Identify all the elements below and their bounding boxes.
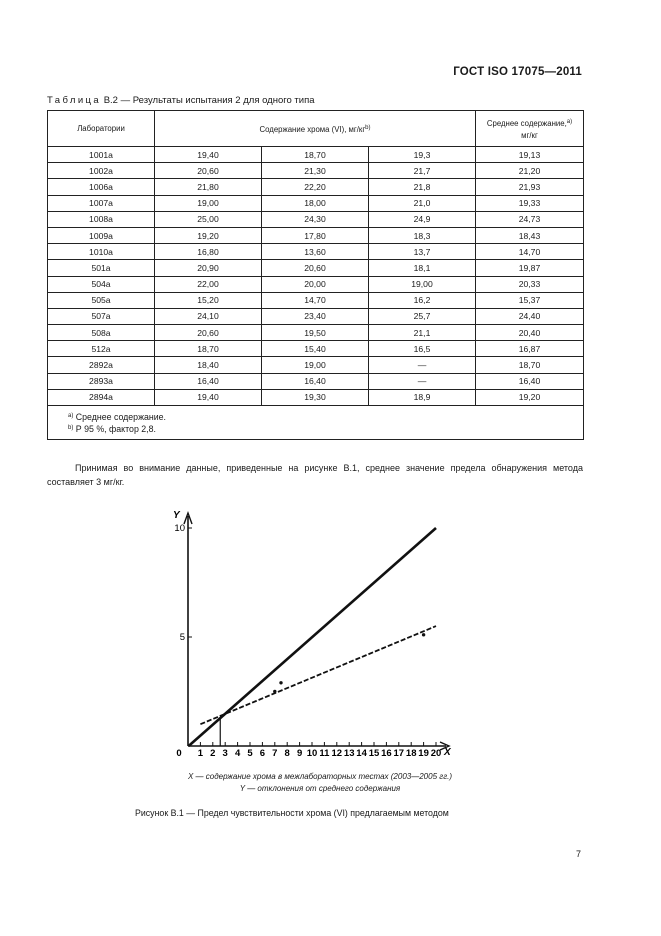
table-cell: —	[369, 357, 476, 373]
table-cell: 19,20	[155, 227, 262, 243]
note-b-text: Р 95 %, фактор 2,8.	[75, 423, 156, 434]
legend-y: Y — отклонения от среднего содержания	[239, 784, 401, 793]
table-row	[48, 163, 584, 179]
x-tick-label: 11	[319, 748, 330, 759]
table-row	[48, 227, 584, 243]
note-a-text: Среднее содержание.	[75, 411, 166, 422]
header-mean-unit: мг/кг	[521, 130, 538, 140]
x-tick-label: 4	[234, 748, 241, 759]
header-content-text: Содержание хрома (VI), мг/кг	[259, 124, 366, 134]
x-tick-label: 18	[405, 748, 417, 759]
table-cell: 18,40	[155, 357, 262, 373]
table-cell: 19,00	[262, 357, 369, 373]
table-cell: 16,40	[155, 373, 262, 389]
table-cell: 21,7	[369, 163, 476, 179]
table-cell: 23,40	[262, 308, 369, 324]
footnote-mark-a: a)	[566, 118, 573, 125]
table-cell: 505a	[48, 292, 155, 308]
header-lab: Лаборатории	[48, 111, 155, 147]
series-line-dashed	[200, 626, 436, 724]
table-cell: 24,10	[155, 308, 262, 324]
data-point	[422, 633, 425, 636]
results-table	[47, 110, 584, 440]
table-cell: 16,40	[476, 373, 584, 389]
table-row	[48, 260, 584, 276]
table-cell: 501a	[48, 260, 155, 276]
table-cell: 21,80	[155, 179, 262, 195]
table-cell: 20,60	[155, 163, 262, 179]
table-cell: 16,40	[262, 373, 369, 389]
x-tick-label: 1	[197, 748, 204, 759]
table-cell: 20,40	[476, 325, 584, 341]
table-cell: 16,2	[369, 292, 476, 308]
figure-caption: Рисунок В.1 — Предел чувствительности хрома (VI) предлагаемым методом	[135, 808, 449, 818]
table-cell: 17,80	[262, 227, 369, 243]
table-cell: 18,70	[155, 341, 262, 357]
x-tick-label: 17	[393, 748, 405, 759]
legend-x: X — содержание хрома в межлабораторных тестах (2003—2005 гг.)	[187, 772, 453, 781]
x-tick-label: 13	[343, 748, 355, 759]
table-cell: 18,3	[369, 227, 476, 243]
standard-header: ГОСТ ISO 17075—2011	[453, 66, 582, 78]
table-cell: 1001a	[48, 147, 155, 163]
table-row	[48, 179, 584, 195]
table-cell: 15,20	[155, 292, 262, 308]
header-mean	[476, 111, 584, 147]
table-cell: 16,5	[369, 341, 476, 357]
x-tick-label: 0	[176, 748, 182, 759]
table-cell: 18,70	[476, 357, 584, 373]
x-tick-label: 7	[272, 748, 278, 759]
table-caption-text: В.2 — Результаты испытания 2 для одного типа	[103, 95, 315, 106]
table-cell: 19,20	[476, 389, 584, 405]
table-cell: 22,00	[155, 276, 262, 292]
table-cell: 21,1	[369, 325, 476, 341]
table-row	[48, 373, 584, 389]
table-cell: 24,73	[476, 211, 584, 227]
data-point	[279, 681, 282, 684]
table-row	[48, 357, 584, 373]
table-cell: 19,87	[476, 260, 584, 276]
footnote-mark-b: b)	[365, 124, 371, 131]
y-axis-label: Y	[173, 510, 180, 521]
table-cell: 24,30	[262, 211, 369, 227]
x-tick-label: 3	[222, 748, 228, 759]
table-cell: 1006a	[48, 179, 155, 195]
marks-group	[189, 528, 436, 746]
table-row	[48, 389, 584, 405]
table-cell: 21,8	[369, 179, 476, 195]
table-cell: 19,30	[262, 389, 369, 405]
header-content	[155, 111, 476, 147]
table-cell: 1009a	[48, 227, 155, 243]
table-cell: 16,80	[155, 244, 262, 260]
table-cell: 507a	[48, 308, 155, 324]
table-cell: 19,00	[369, 276, 476, 292]
x-tick-label: 6	[259, 748, 266, 759]
table-cell: 19,40	[155, 147, 262, 163]
table-cell: 19,40	[155, 389, 262, 405]
page-number: 7	[575, 849, 581, 859]
data-point	[273, 690, 276, 693]
table-cell: 18,43	[476, 227, 584, 243]
table-row	[48, 195, 584, 211]
table-cell: 22,20	[262, 179, 369, 195]
table-cell: 21,20	[476, 163, 584, 179]
table-cell: 21,30	[262, 163, 369, 179]
table-cell: 1007a	[48, 195, 155, 211]
note-a-mark: a)	[68, 412, 74, 419]
detection-limit-chart	[150, 500, 450, 765]
table-cell: 1008a	[48, 211, 155, 227]
table-cell: 25,7	[369, 308, 476, 324]
table-cell: 14,70	[262, 292, 369, 308]
x-tick-label: 12	[331, 748, 343, 759]
table-row	[48, 211, 584, 227]
table-cell: 13,7	[369, 244, 476, 260]
table-cell: 24,40	[476, 308, 584, 324]
y-tick-label: 10	[174, 523, 185, 534]
table-cell: 18,70	[262, 147, 369, 163]
table-cell: 25,00	[155, 211, 262, 227]
table-cell: 2894a	[48, 389, 155, 405]
table-cell: 18,1	[369, 260, 476, 276]
table-cell: 1010a	[48, 244, 155, 260]
y-tick-label: 5	[179, 632, 185, 643]
table-cell: 19,13	[476, 147, 584, 163]
table-header-row	[48, 111, 584, 147]
table-cell: 18,00	[262, 195, 369, 211]
table-cell: 21,0	[369, 195, 476, 211]
x-tick-label: 19	[418, 748, 429, 759]
x-tick-label: 15	[368, 748, 380, 759]
table-cell: —	[369, 373, 476, 389]
header-mean-text: Среднее содержание,	[486, 118, 567, 128]
table-cell: 21,93	[476, 179, 584, 195]
table-cell: 13,60	[262, 244, 369, 260]
table-cell: 504a	[48, 276, 155, 292]
note-b-mark: b)	[68, 424, 74, 431]
table-cell: 2893a	[48, 373, 155, 389]
x-tick-label: 10	[306, 748, 318, 759]
x-tick-label: 20	[430, 748, 442, 759]
table-cell: 14,70	[476, 244, 584, 260]
series-line-solid	[189, 528, 436, 746]
table-cell: 20,00	[262, 276, 369, 292]
table-cell: 19,33	[476, 195, 584, 211]
table-row	[48, 341, 584, 357]
table-cell: 20,60	[262, 260, 369, 276]
table-cell: 19,50	[262, 325, 369, 341]
table-cell: 2892a	[48, 357, 155, 373]
x-axis-label: X	[444, 747, 451, 758]
x-tick-label: 8	[284, 748, 290, 759]
table-cell: 20,90	[155, 260, 262, 276]
table-row	[48, 325, 584, 341]
table-row	[48, 292, 584, 308]
table-caption-prefix: Таблица	[47, 95, 102, 106]
body-paragraph: Принимая во внимание данные, приведенные на рисунке В.1, среднее значение предела обнаружения метода составляет 3 мг/кг.	[47, 463, 583, 487]
table-cell: 20,60	[155, 325, 262, 341]
table-cell: 19,3	[369, 147, 476, 163]
table-notes	[48, 406, 584, 440]
table-cell: 20,33	[476, 276, 584, 292]
x-tick-label: 2	[210, 748, 216, 759]
table-cell: 16,87	[476, 341, 584, 357]
table-cell: 15,37	[476, 292, 584, 308]
table-cell: 508a	[48, 325, 155, 341]
table-caption	[47, 95, 315, 106]
table-notes-row	[48, 406, 584, 440]
x-tick-label: 16	[381, 748, 392, 759]
table-row	[48, 276, 584, 292]
table-body	[48, 147, 584, 440]
table-row	[48, 147, 584, 163]
table-cell: 18,9	[369, 389, 476, 405]
note-b	[68, 423, 583, 435]
x-tick-label: 14	[356, 748, 367, 759]
x-tick-label: 5	[247, 748, 253, 759]
note-a	[68, 411, 583, 423]
table-cell: 512a	[48, 341, 155, 357]
table-cell: 15,40	[262, 341, 369, 357]
table-cell: 24,9	[369, 211, 476, 227]
table-cell: 1002a	[48, 163, 155, 179]
table-row	[48, 308, 584, 324]
x-tick-label: 9	[296, 748, 303, 759]
table-cell: 19,00	[155, 195, 262, 211]
table-row	[48, 244, 584, 260]
